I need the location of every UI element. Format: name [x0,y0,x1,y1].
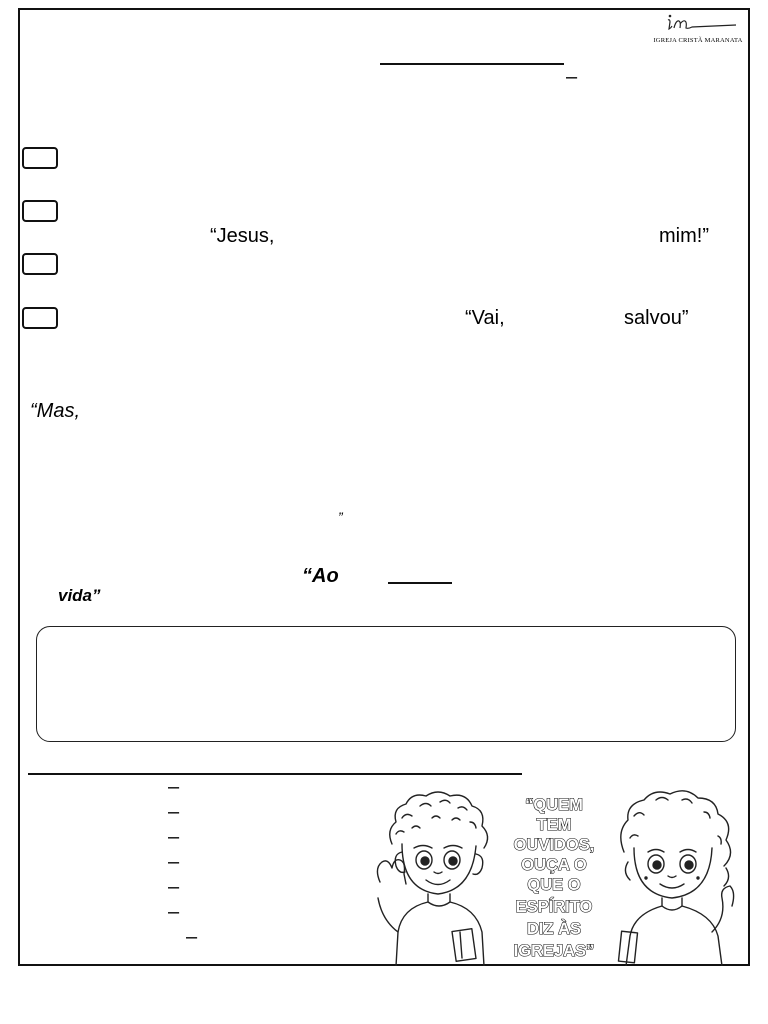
option-quote-jesus: “Jesus, [210,225,275,247]
title-blank-line [380,63,564,65]
boy-figure [377,792,487,966]
illustration-caption [514,796,595,960]
option-quote-vai: “Vai, [465,307,505,329]
children-illustration [372,782,746,966]
caption-line: DIZ ÀS [526,920,582,938]
memory-verse-start: “Ao [302,565,339,587]
list-dash: – [168,801,180,823]
logo-mark-icon [652,12,744,34]
list-dash: – [168,901,180,923]
list-dash: – [168,826,180,848]
caption-line: ESPÍRITO [515,898,593,916]
option-checkbox-1[interactable] [22,147,58,169]
logo-label: IGREJA CRISTÃ MARANATA [653,37,743,44]
answer-box[interactable] [36,626,736,742]
memory-verse-blank [388,582,452,584]
church-logo [652,12,744,46]
caption-line: OUVIDOS, [513,836,595,854]
option-quote-salvou: salvou” [624,307,689,329]
verse-start: “Mas, [30,400,80,422]
title-dash: – [566,66,578,88]
caption-line: OUÇA O [521,856,587,874]
memory-verse-end: vida” [58,586,101,605]
list-dash: – [168,851,180,873]
girl-figure [618,791,733,966]
caption-line: IGREJAS” [513,942,595,960]
verse-end: ” [338,509,343,525]
caption-line: TEM [536,816,572,834]
option-quote-mim: mim!” [659,225,709,247]
section-divider-line [28,773,522,775]
list-dash: – [186,926,198,948]
option-checkbox-4[interactable] [22,307,58,329]
list-dash: – [168,776,180,798]
option-checkbox-3[interactable] [22,253,58,275]
option-checkbox-2[interactable] [22,200,58,222]
caption-line: QUE O [527,876,581,894]
list-dash: – [168,876,180,898]
caption-line: “QUEM [525,796,583,814]
